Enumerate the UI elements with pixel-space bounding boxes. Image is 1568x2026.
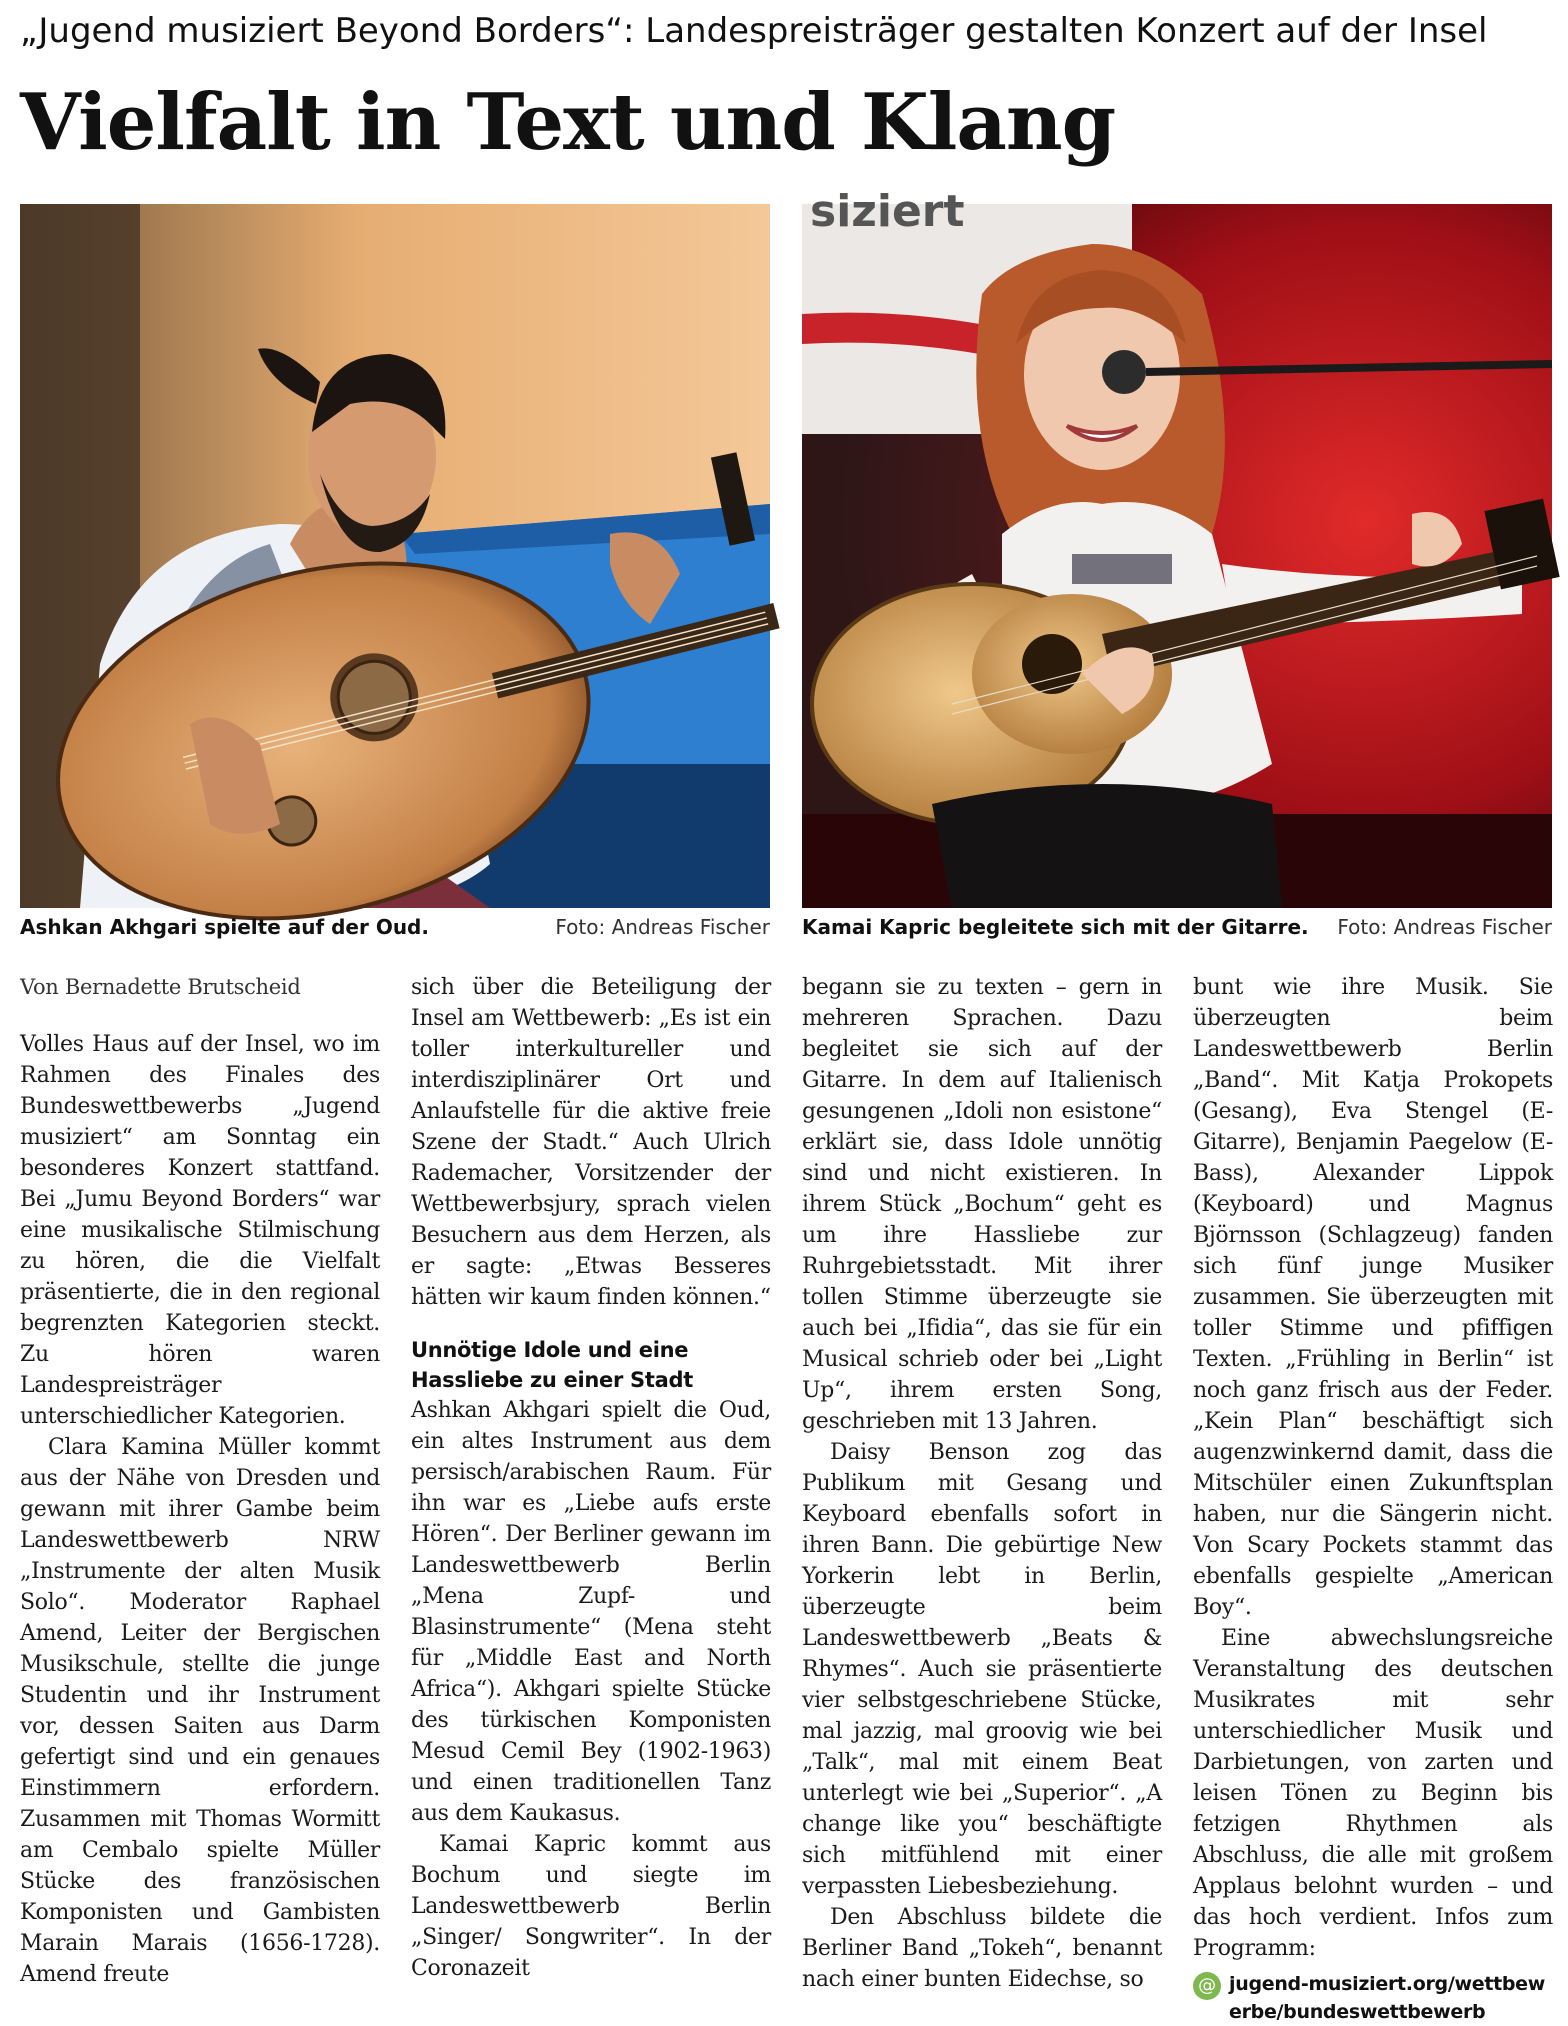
paragraph: begann sie zu texten – gern in mehreren Sprachen. Dazu begleitet sie sich auf der Gitarre. In dem auf Italienisch gesungenen „Idoli non esistone“ erklärt sie, dass Idole unnötig sind und nicht existieren. In ihrem Stück „Bochum“ geht es um ihre Hassliebe zur Ruhrgebietsstadt. Mit ihrer tollen Stimme überzeugte sie auch bei „Ifidia“, das sie für ein Musical schrieb oder bei „Light Up“, ihrem ersten Song, geschrieben mit 13 Jahren.: [802, 975, 1162, 1434]
article-column-2: [411, 972, 771, 1981]
article-kicker: „Jugend musiziert Beyond Borders“: Landespreisträger gestalten Konzert auf der Insel: [20, 11, 1488, 51]
photo-guitar-singer: [802, 186, 1552, 908]
subheading: Unnötige Idole und eine Hassliebe zu einer Stadt: [411, 1338, 693, 1392]
photo-oud-player: [20, 204, 770, 908]
paragraph: Den Abschluss bildete die Berliner Band „Tokeh“, benannt nach einer bunten Eidechse, so: [802, 1905, 1162, 1992]
paragraph: Daisy Benson zog das Publikum mit Gesang und Keyboard ebenfalls sofort in ihren Bann. Die gebürtige New Yorkerin lebt in Berlin, überzeugte beim Landeswettbewerb „Beats & Rhymes“. Auch sie präsentierte vier selbstgeschriebene Stücke, mal jazzig, mal groovig wie bei „Talk“, mal mit einem Beat unterlegt wie bei „Superior“. „A change like you“ beschäftigte sich mitfühlend mit einer verpassten Liebesbeziehung.: [802, 1440, 1162, 1899]
article-column-3: [802, 972, 1162, 1992]
paragraph: Eine abwechslungsreiche Veranstaltung des deutschen Musikrates mit sehr unterschiedlicher Musik und Darbietungen, von zarten und leisen Tönen zu Beginn bis fetzigen Rhythmen als Abschluss, die alle mit großem Applaus belohnt wurden – und das hoch verdient. Infos zum Programm:: [1193, 1626, 1553, 1961]
article-column-4: [1193, 972, 1553, 2023]
paragraph: Ashkan Akhgari spielt die Oud, ein altes Instrument aus dem persisch/arabischen Raum. Für ihn war es „Liebe aufs erste Hören“. Der Berliner gewann im Landeswettbewerb Berlin „Mena Zupf- und Blasinstrumente“ (Mena steht für „Middle East and North Africa“). Akhgari spielte Stücke des türkischen Komponisten Mesud Cemil Bey (1902-1963) und einen traditionellen Tanz aus dem Kaukasus.: [411, 1398, 771, 1826]
paragraph: Clara Kamina Müller kommt aus der Nähe von Dresden und gewann mit ihrer Gambe beim Landeswettbewerb NRW „Instrumente der alten Musik Solo“. Moderator Raphael Amend, Leiter der Bergischen Musikschule, stellte die junge Studentin und ihr Instrument vor, dessen Saiten aus Darm gefertigt sind und ein genaues Einstimmern erfordern. Zusammen mit Thomas Wormitt am Cembalo spielte Müller Stücke des französischen Komponisten und Gambisten Marain Marais (1656-1728). Amend freute: [20, 1435, 380, 1987]
info-link[interactable]: jugend-musiziert.org/wettbewerbe/bundeswettbewerb: [1229, 1973, 1546, 2023]
photo-caption-left: Ashkan Akhgari spielte auf der Oud.: [20, 915, 429, 939]
photo-caption-right: Kamai Kapric begleitete sich mit der Gitarre.: [802, 915, 1309, 939]
caption-row-right: [802, 912, 1552, 942]
guitar-singer-illustration: [802, 186, 1552, 908]
article-headline: Vielfalt in Text und Klang: [20, 77, 1116, 168]
article-column-1: [20, 972, 380, 1987]
web-link-icon: @: [1193, 1972, 1221, 2000]
photo-credit-left: Foto: Andreas Fischer: [555, 915, 770, 939]
paragraph: Volles Haus auf der Insel, wo im Rahmen des Finales des Bundeswettbewerbs „Jugend musiziert“ am Sonntag ein besonderes Konzert stattfand. Bei „Jumu Beyond Borders“ war eine musikalische Stilmischung zu hören, die die Vielfalt präsentierte, die in den regional begrenzten Kategorien steckt. Zu hören waren Landespreisträger unterschiedlicher Kategorien.: [20, 1032, 380, 1429]
oud-player-illustration: [20, 204, 770, 908]
photo-credit-right: Foto: Andreas Fischer: [1337, 915, 1552, 939]
byline: Von Bernadette Brutscheid: [20, 975, 301, 999]
info-link-row: [1193, 1970, 1553, 2026]
paragraph: sich über die Beteiligung der Insel am Wettbewerb: „Es ist ein toller interkultureller und interdisziplinärer Ort und Anlaufstelle für die aktive freie Szene der Stadt.“ Auch Ulrich Rademacher, Vorsitzender der Wettbewerbsjury, sprach vielen Besuchern aus dem Herzen, als er sagte: „Etwas Besseres hätten wir kaum finden können.“: [411, 975, 771, 1310]
paragraph: Kamai Kapric kommt aus Bochum und siegte im Landeswettbewerb Berlin „Singer/ Songwriter“. In der Coronazeit: [411, 1832, 771, 1981]
caption-row-left: [20, 912, 770, 942]
paragraph: bunt wie ihre Musik. Sie überzeugten beim Landeswettbewerb Berlin „Band“. Mit Katja Prokopets (Gesang), Eva Stengel (E-Gitarre), Benjamin Paegelow (E-Bass), Alexander Lippok (Keyboard) und Magnus Björnsson (Schlagzeug) fanden sich fünf junge Musiker zusammen. Sie überzeugten mit toller Stimme und pfiffigen Texten. „Frühling in Berlin“ ist noch ganz frisch aus der Feder. „Kein Plan“ beschäftigt sich augenzwinkernd damit, dass die Mitschüler einen Zukunftsplan haben, nur die Sängerin nicht. Von Scary Pockets stammt das ebenfalls gespielte „American Boy“.: [1193, 975, 1553, 1620]
banner-text: siziert: [810, 186, 965, 237]
